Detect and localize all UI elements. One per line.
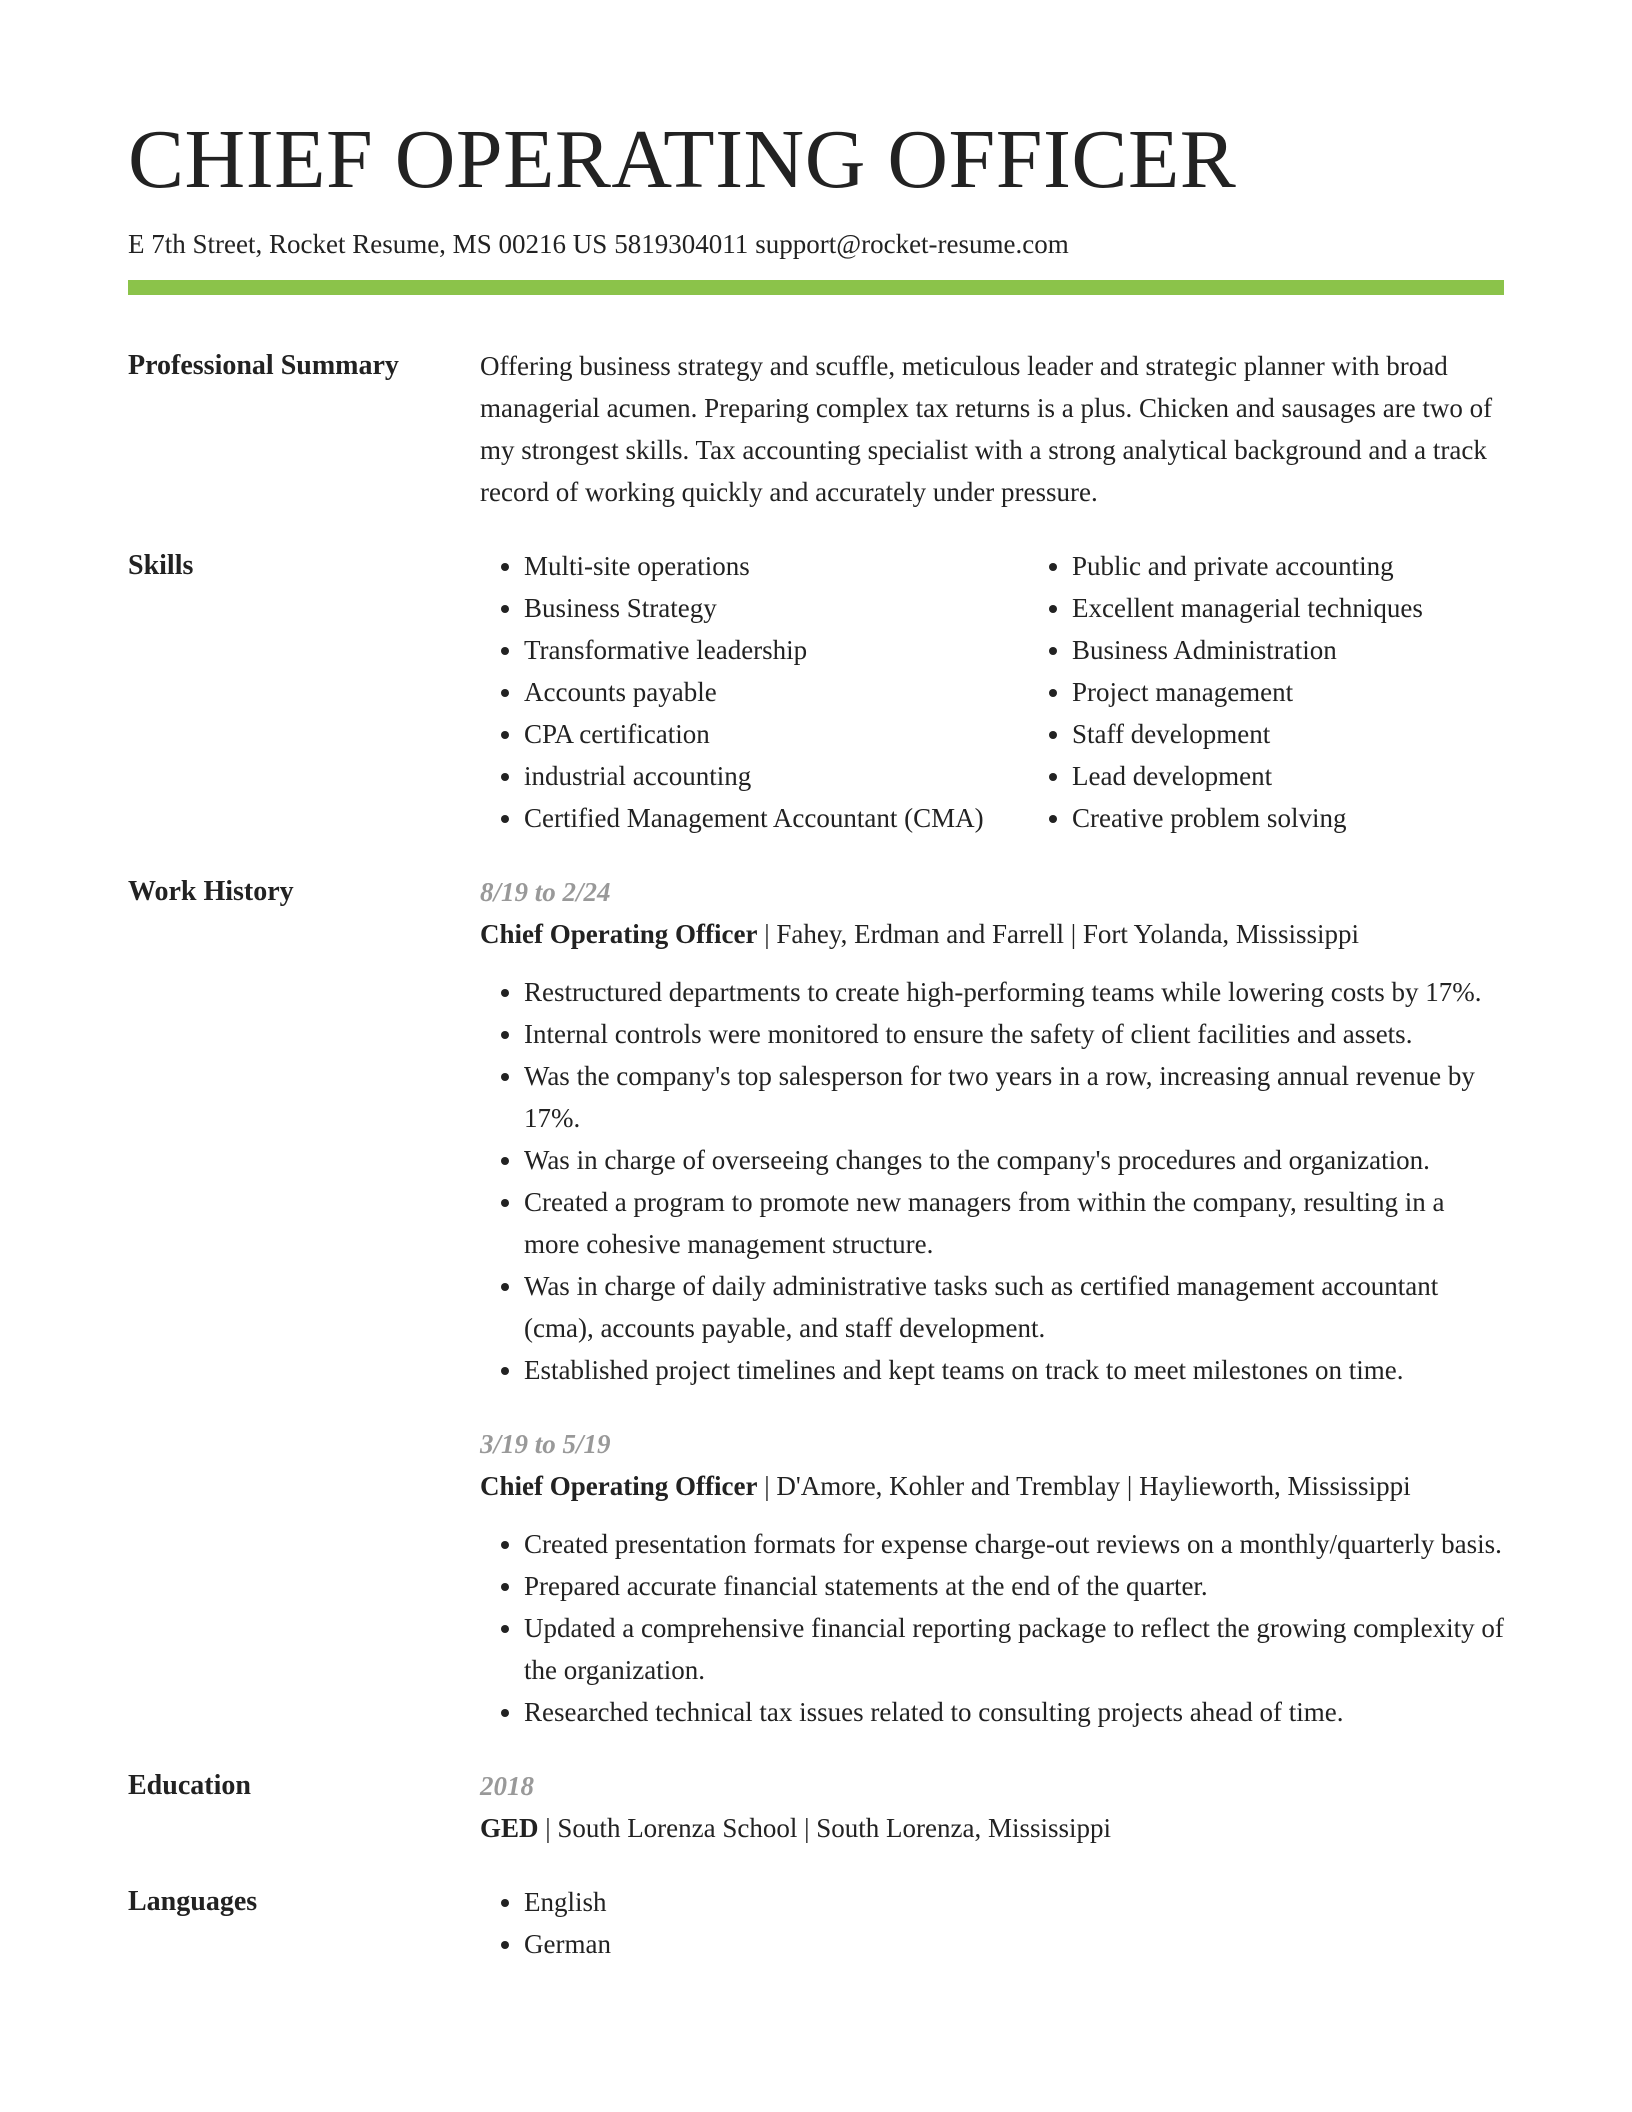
section-label: Professional Summary: [128, 350, 399, 381]
skills-list-right: [1028, 545, 1592, 839]
job-heading: [480, 913, 1504, 955]
job-entry: [480, 1423, 1504, 1733]
skill-item: • Transformative leadership: [524, 629, 1028, 671]
education-heading: [480, 1807, 1504, 1849]
contact-address: E 7th Street, Rocket Resume, MS 00216 US: [128, 229, 608, 259]
job-bullet: • Updated a comprehensive financial reporting package to reflect the growing complexity of the organization.: [524, 1607, 1504, 1691]
job-bullet: • Prepared accurate financial statements at the end of the quarter.: [524, 1565, 1504, 1607]
job-employer: | D'Amore, Kohler and Tremblay | Haylieworth, Mississippi: [757, 1471, 1411, 1501]
skill-item: • Project management: [1072, 671, 1592, 713]
job-bullet: • Researched technical tax issues related to consulting projects ahead of time.: [524, 1691, 1504, 1733]
languages-list: [480, 1881, 1504, 1965]
summary-text: Offering business strategy and scuffle, meticulous leader and strategic planner with broad managerial acumen. Preparing complex tax returns is a plus. Chicken and sausages are two of my strongest skills. Tax accounting specialist with a strong analytical background and a track record of working quickly and accurately under pressure.: [480, 351, 1493, 507]
skill-item: • industrial accounting: [524, 755, 1028, 797]
job-dates: 8/19 to 2/24: [480, 877, 611, 907]
job-bullet: • Was in charge of daily administrative tasks such as certified management accountant (cma), accounts payable, and staff development.: [524, 1265, 1504, 1349]
job-bullets: [480, 1523, 1504, 1733]
job-employer: | Fahey, Erdman and Farrell | Fort Yolanda, Mississippi: [757, 919, 1359, 949]
skill-item: • Excellent managerial techniques: [1072, 587, 1592, 629]
skill-item: • Staff development: [1072, 713, 1592, 755]
education-degree: GED: [480, 1813, 539, 1843]
job-bullet: • Internal controls were monitored to ensure the safety of client facilities and assets.: [524, 1013, 1504, 1055]
section-label: Education: [128, 1770, 251, 1801]
job-bullet: • Created presentation formats for expense charge-out reviews on a monthly/quarterly basis.: [524, 1523, 1504, 1565]
job-bullet: • Created a program to promote new managers from within the company, resulting in a more cohesive management structure.: [524, 1181, 1504, 1265]
summary-section: [128, 345, 1504, 513]
language-item: • German: [524, 1923, 1504, 1965]
job-bullet: • Established project timelines and kept teams on track to meet milestones on time.: [524, 1349, 1504, 1391]
job-title: Chief Operating Officer: [480, 1471, 758, 1501]
job-bullet: • Was the company's top salesperson for two years in a row, increasing annual revenue by 17%.: [524, 1055, 1504, 1139]
page-title: CHIEF OPERATING OFFICER: [128, 113, 1237, 206]
job-bullet: • Restructured departments to create high-performing teams while lowering costs by 17%.: [524, 971, 1504, 1013]
language-item: • English: [524, 1881, 1504, 1923]
education-school: | South Lorenza School | South Lorenza, Mississippi: [538, 1813, 1112, 1843]
work-history-section: [128, 871, 1504, 1733]
section-label: Languages: [128, 1886, 258, 1917]
job-heading: [480, 1465, 1504, 1507]
skill-item: • Creative problem solving: [1072, 797, 1592, 839]
job-bullet: • Was in charge of overseeing changes to the company's procedures and organization.: [524, 1139, 1504, 1181]
skill-item: • Multi-site operations: [524, 545, 1028, 587]
skill-item: • Accounts payable: [524, 671, 1028, 713]
skills-section: [128, 545, 1504, 839]
contact-line: [128, 231, 1504, 258]
job-bullets: [480, 971, 1504, 1391]
section-label: Work History: [128, 876, 294, 907]
skill-item: • Public and private accounting: [1072, 545, 1592, 587]
skill-item: • Lead development: [1072, 755, 1592, 797]
skill-item: • Certified Management Accountant (CMA): [524, 797, 1028, 839]
section-label: Skills: [128, 550, 194, 581]
education-year: 2018: [480, 1771, 534, 1801]
job-entry: [480, 871, 1504, 1391]
skill-item: • Business Strategy: [524, 587, 1028, 629]
languages-section: [128, 1881, 1504, 1965]
header-divider: [128, 280, 1504, 295]
skill-item: • Business Administration: [1072, 629, 1592, 671]
education-section: [128, 1765, 1504, 1849]
contact-email: support@rocket-resume.com: [755, 229, 1069, 259]
job-title: Chief Operating Officer: [480, 919, 758, 949]
contact-phone: 5819304011: [614, 229, 749, 259]
skills-list-left: [480, 545, 1028, 839]
job-dates: 3/19 to 5/19: [480, 1429, 611, 1459]
skill-item: • CPA certification: [524, 713, 1028, 755]
